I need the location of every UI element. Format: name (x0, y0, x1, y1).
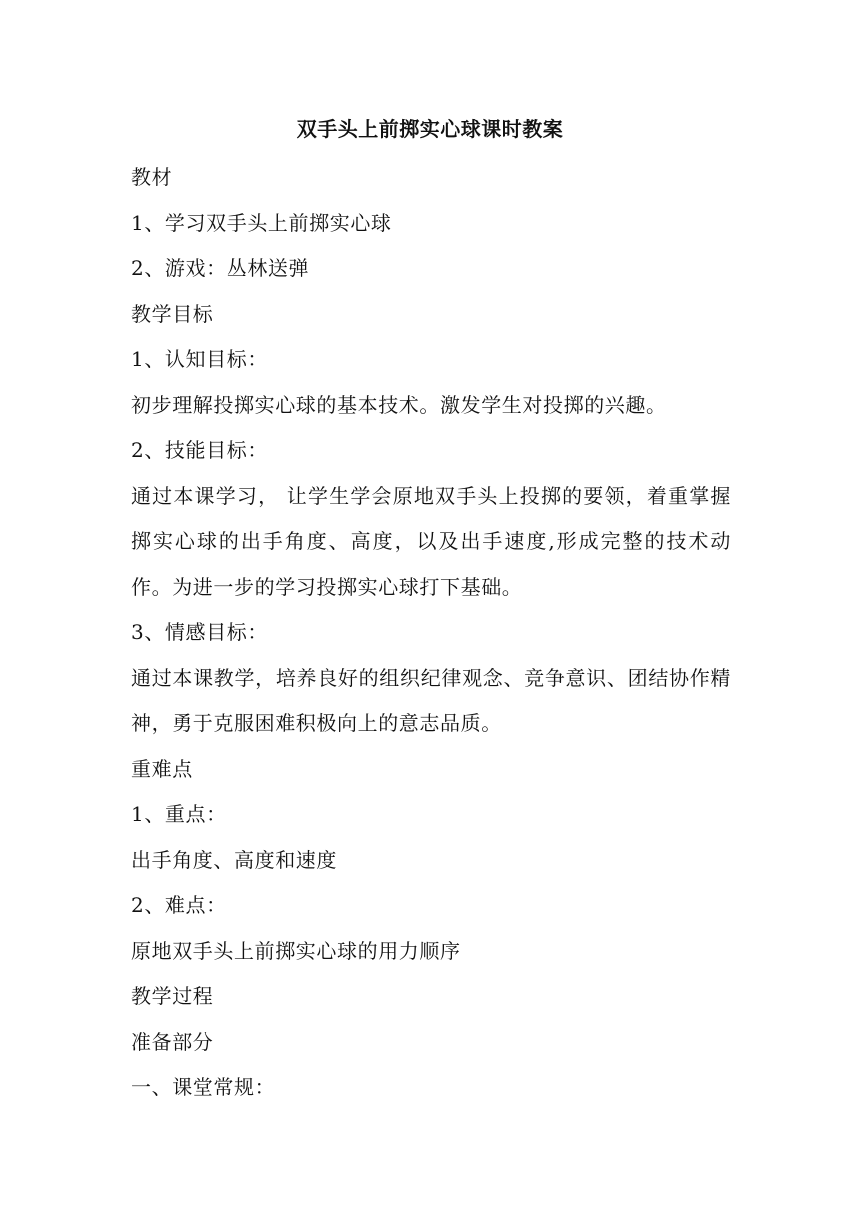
body-paragraph: 通过本课学习， 让学生学会原地双手头上投掷的要领，着重掌握掷实心球的出手角度、高度，以及出手速度,形成完整的技术动作。为进一步的学习投掷实心球打下基础。 (131, 483, 731, 599)
document-title: 双手头上前掷实心球课时教案 (296, 117, 564, 141)
subheading-difficulty: 2、难点： (131, 893, 227, 917)
subheading-skill: 2、技能目标： (131, 438, 268, 462)
body-paragraph: 出手角度、高度和速度 (131, 847, 337, 872)
subheading-preparation: 准备部分 (131, 1029, 214, 1054)
section-heading-materials: 教材 (131, 165, 173, 189)
list-item: 1、学习双手头上前掷实心球 (131, 210, 392, 235)
subheading-routine: 一、课堂常规： (131, 1075, 276, 1099)
body-paragraph: 原地双手头上前掷实心球的用力顺序 (131, 938, 461, 963)
section-heading-key-points: 重难点 (131, 756, 193, 781)
body-paragraph: 通过本课教学，培养良好的组织纪律观念、竞争意识、团结协作精神，勇于克服困难积极向上的意志品质。 (131, 665, 731, 735)
subheading-cognitive: 1、认知目标： (131, 347, 268, 371)
subheading-affective: 3、情感目标： (131, 620, 268, 644)
body-paragraph: 初步理解投掷实心球的基本技术。激发学生对投掷的兴趣。 (131, 392, 667, 417)
subheading-key-point: 1、重点： (131, 802, 227, 826)
section-heading-objectives: 教学目标 (131, 301, 214, 326)
document-body (131, 155, 731, 1111)
section-heading-process: 教学过程 (131, 984, 214, 1008)
list-item: 2、游戏：丛林送弹 (131, 256, 310, 280)
